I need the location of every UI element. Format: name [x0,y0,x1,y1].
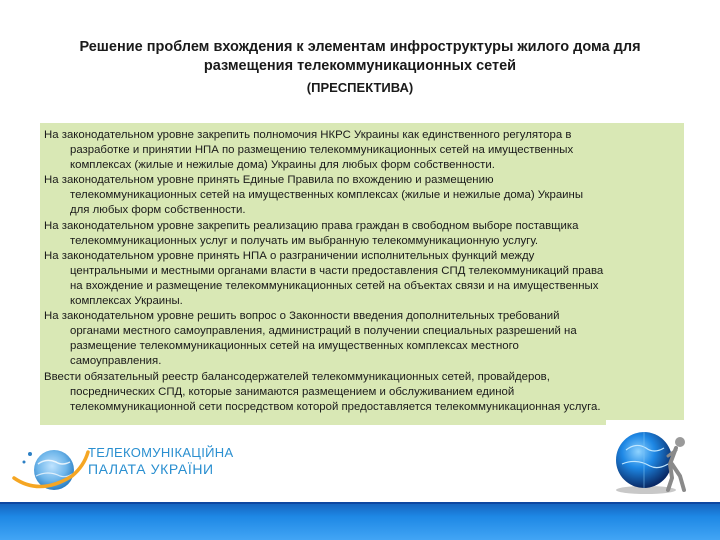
title-line-2: размещения телекоммуникационных сетей [203,58,517,74]
title-subtitle: (ПРЕСПЕКТИВА) [306,80,414,95]
content-text [44,128,684,415]
paragraph-line: разработке и принятии НПА по размещению телекоммуникационных сетей на имущественных [70,144,574,157]
paragraph-line: органами местного самоуправления, администраций в получении специальных разрешений на [70,325,577,338]
title-line-1: Решение проблем вхождения к элементам инфроструктуры жилого дома для [79,39,641,55]
paragraph-line: На законодательном уровне закрепить полномочия НКРС Украины как единственного регулятора в [44,129,572,141]
logo-line-1: ТЕЛЕКОМУНІКАЦІЙНА [88,445,234,460]
paragraph-4 [44,249,684,309]
paragraph-line: комплексах (жилые и нежилые дома) Украины для любых форм собственности. [70,159,495,172]
paragraph-line: телекоммуникационных услуг и получать им выбранную телекоммуникационную услугу. [70,234,539,247]
paragraph-line: комплексах Украины. [70,295,183,308]
paragraph-line: На законодательном уровне закрепить реализацию права граждан в свободном выборе поставщика [44,219,579,232]
paragraph-line: На законодательном уровне принять Единые Правила по вхождению и размещению [44,174,494,187]
paragraph-line: На законодательном уровне принять НПА о разграничении исполнительных функций между [44,249,535,262]
logo-text [88,444,233,478]
paragraph-3 [44,219,684,249]
paragraph-line: телекоммуникационной сети посредством которой предоставляется телекоммуникационная услуга. [70,400,601,413]
paragraph-line: телекоммуникационных сетей на имущественных комплексах (жилые и нежилые дома) Украины [70,189,584,202]
paragraph-line: размещение телекоммуникационных сетей на имущественных комплексах местного [70,340,519,353]
logo-line-2: ПАЛАТА УКРАЇНИ [88,461,214,477]
paragraph-line: для любых форм собственности. [70,204,246,217]
slide-title [20,38,700,97]
globe-figure-icon [606,420,694,496]
paragraph-line: центральными и местными органами власти в части предоставления СПД телекоммуникаций права [70,264,604,277]
paragraph-line: На законодательном уровне решить вопрос о Законности введения дополнительных требований [44,310,560,323]
paragraph-line: на вхождение и размещение телекоммуникационных сетей на объектах связи и на имущественных [70,279,599,292]
paragraph-2 [44,173,684,218]
paragraph-line: Ввести обязательный реестр балансодержателей телекоммуникационных сетей, провайдеров, [44,370,550,383]
paragraph-5 [44,309,684,369]
paragraph-1 [44,128,684,173]
footer-band [0,504,720,540]
paragraph-line: посреднических СПД, которые занимаются размещением и обслуживанием единой [70,385,515,398]
paragraph-6 [44,370,684,415]
paragraph-line: самоуправления. [70,355,162,368]
